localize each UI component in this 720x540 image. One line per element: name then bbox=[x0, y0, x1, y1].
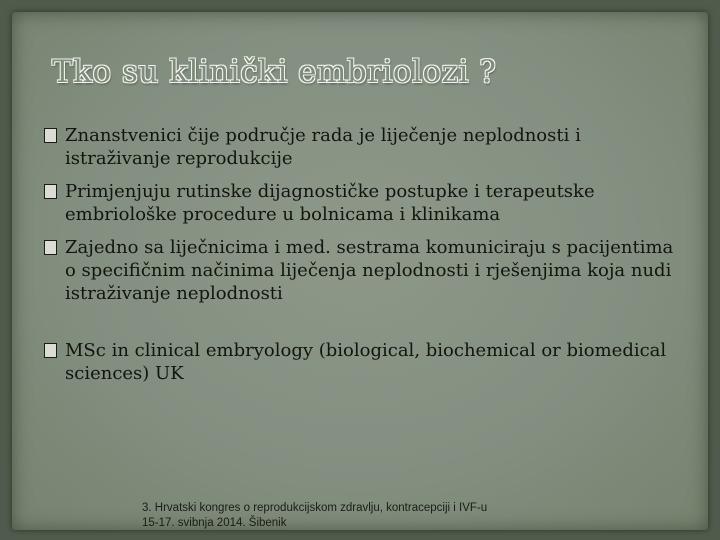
footer-line-2: 15-17. svibnja 2014. Šibenik bbox=[142, 517, 287, 529]
bullet-list bbox=[44, 124, 684, 395]
footer-line-1: 3. Hrvatski kongres o reprodukcijskom zdravlju, kontracepciji i IVF-u bbox=[142, 502, 488, 514]
bullet-text: Zajedno sa liječnicima i med. sestrama komuniciraju s pacijentima o specifičnim načinima liječenja neplodnosti i rješenjima koja nudi istraživanje neplodnosti bbox=[65, 237, 674, 304]
footer-caption bbox=[142, 501, 487, 531]
bullet-text: MSc in clinical embryology (biological, biochemical or biomedical sciences) UK bbox=[65, 340, 667, 384]
bullet-box-icon bbox=[44, 343, 57, 358]
bullet-item bbox=[44, 124, 684, 170]
bullet-text: Znanstvenici čije područje rada je liječenje neplodnosti i istraživanje reprodukcije bbox=[65, 125, 581, 169]
bullet-item bbox=[44, 180, 684, 226]
slide-title: Tko su klinički embriolozi ? bbox=[52, 54, 497, 90]
bullet-item bbox=[44, 236, 684, 305]
bullet-item bbox=[44, 339, 684, 385]
bullet-box-icon bbox=[44, 128, 57, 143]
bullet-text: Primjenjuju rutinske dijagnostičke postupke i terapeutske embriološke procedure u bolnicama i klinikama bbox=[65, 181, 595, 225]
bullet-box-icon bbox=[44, 240, 57, 255]
bullet-box-icon bbox=[44, 184, 57, 199]
